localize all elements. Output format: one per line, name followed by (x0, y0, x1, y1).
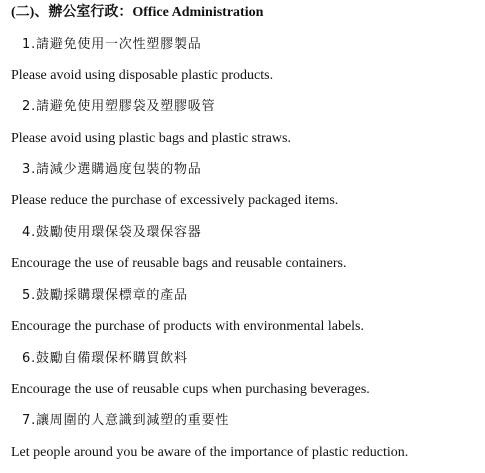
section-title: (二)、辦公室行政：Office Administration (11, 5, 264, 20)
item-7-english: Let people around you be aware of the importance of plastic reduction. (11, 445, 409, 460)
item-4-english: Encourage the use of reusable bags and reusable containers. (11, 256, 347, 271)
item-4-chinese: 4.鼓勵使用環保袋及環保容器 (22, 225, 202, 240)
item-6-english: Encourage the use of reusable cups when purchasing beverages. (11, 382, 370, 397)
item-2-english: Please avoid using plastic bags and plastic straws. (11, 131, 291, 146)
item-1-chinese: 1.請避免使用一次性塑膠製品 (22, 37, 202, 52)
item-3-english: Please reduce the purchase of excessively packaged items. (11, 193, 339, 208)
item-1-english: Please avoid using disposable plastic products. (11, 68, 274, 83)
item-6-chinese: 6.鼓勵自備環保杯購買飲料 (22, 351, 188, 366)
item-3-chinese: 3.請減少選購過度包裝的物品 (22, 162, 202, 177)
item-5-english: Encourage the purchase of products with environmental labels. (11, 319, 364, 334)
item-2-chinese: 2.請避免使用塑膠袋及塑膠吸管 (22, 99, 216, 114)
item-7-chinese: 7.讓周圍的人意識到減塑的重要性 (22, 413, 230, 428)
item-5-chinese: 5.鼓勵採購環保標章的產品 (22, 288, 188, 303)
